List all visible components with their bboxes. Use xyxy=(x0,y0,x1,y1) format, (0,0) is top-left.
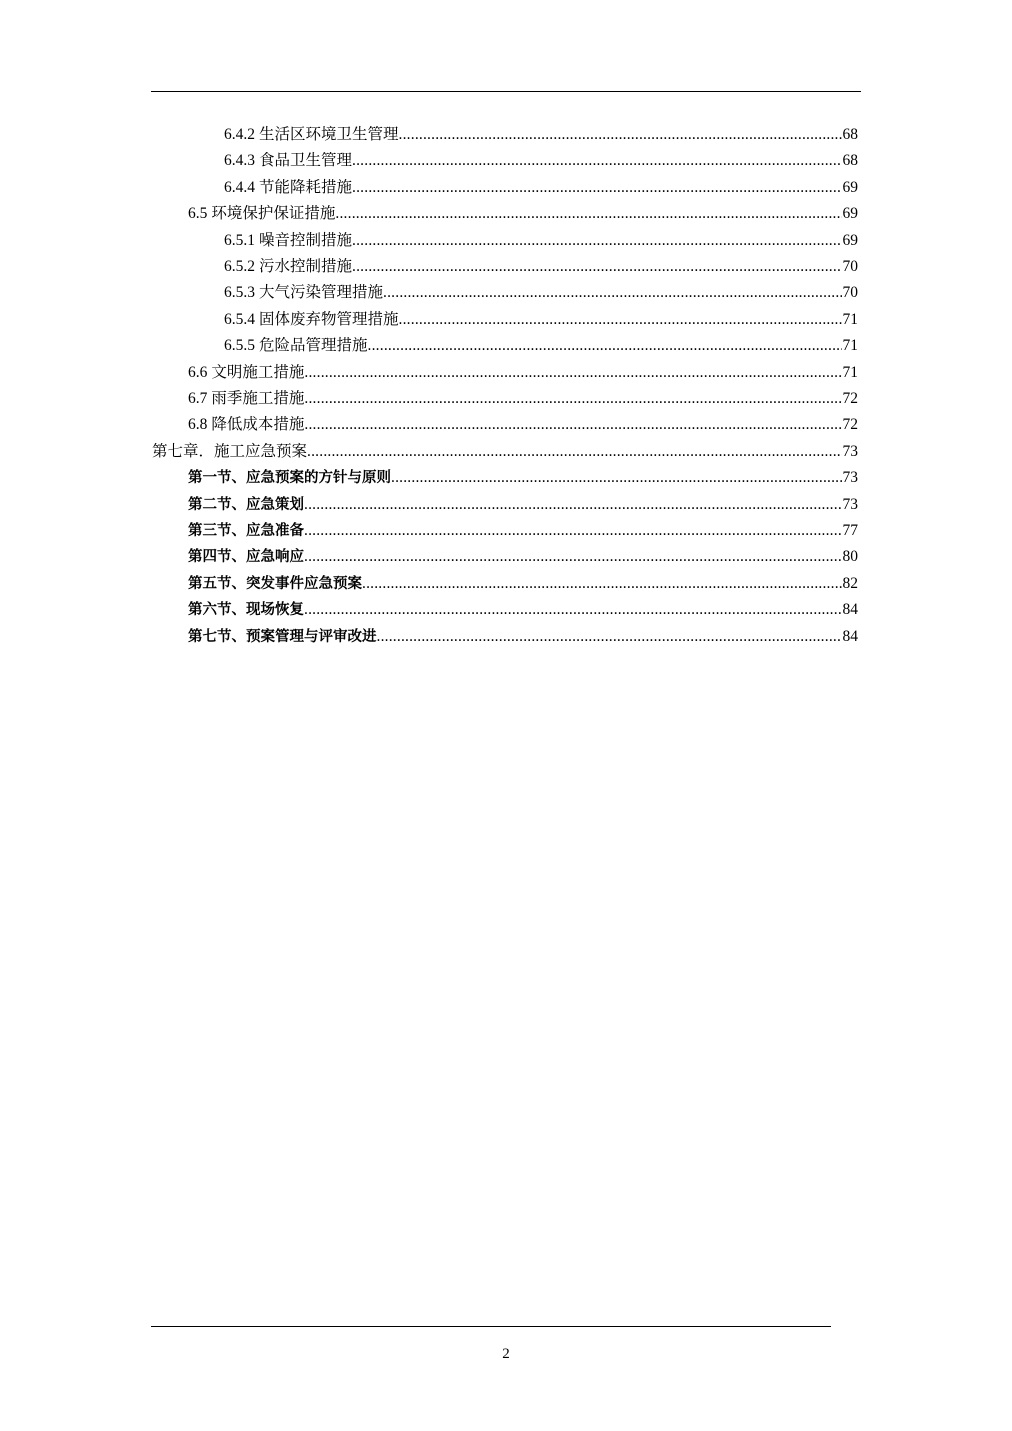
footer-rule xyxy=(151,1326,831,1327)
toc-entry[interactable] xyxy=(152,439,858,465)
toc-entry-page: 69 xyxy=(842,231,858,249)
toc-entry[interactable] xyxy=(224,228,858,254)
toc-entry-title: 大气污染管理措施 xyxy=(259,284,384,302)
toc-entry-title: 第七节、预案管理与评审改进 xyxy=(188,628,377,645)
toc-entry-number: 6.4.4 xyxy=(224,178,255,196)
toc-entry[interactable] xyxy=(224,307,858,333)
toc-entry-page: 71 xyxy=(842,363,858,381)
toc-entry-title: 固体废弃物管理措施 xyxy=(259,310,399,328)
toc-dot-leader xyxy=(352,254,841,280)
toc-entry-title: 节能降耗措施 xyxy=(259,178,353,196)
toc-entry-number: 6.6 xyxy=(188,363,208,381)
toc-entry[interactable] xyxy=(188,360,858,386)
toc-entry-title: 降低成本措施 xyxy=(211,416,305,434)
toc-entry-number: 6.5 xyxy=(188,205,208,223)
toc-entry-page: 68 xyxy=(842,126,858,143)
toc-entry-page: 73 xyxy=(842,495,858,513)
toc-dot-leader xyxy=(391,465,842,491)
toc-entry[interactable] xyxy=(224,333,858,359)
toc-dot-leader xyxy=(399,307,842,333)
toc-dot-leader xyxy=(304,597,842,623)
toc-dot-leader xyxy=(307,439,841,465)
toc-entry-page: 69 xyxy=(842,178,858,196)
toc-entry-page: 82 xyxy=(842,574,858,592)
toc-entry-title: 第四节、应急响应 xyxy=(188,549,304,566)
toc-entry[interactable] xyxy=(224,148,858,174)
toc-entry-page: 71 xyxy=(842,337,858,355)
toc-entry-page: 69 xyxy=(842,205,858,223)
toc-entry-title: 第五节、突发事件应急预案 xyxy=(188,575,362,592)
toc-entry-page: 80 xyxy=(842,548,858,566)
toc-entry-page: 71 xyxy=(842,310,858,328)
toc-dot-leader xyxy=(352,228,841,254)
toc-entry-number: 6.5.1 xyxy=(224,231,255,249)
toc-entry-page: 73 xyxy=(842,469,858,487)
toc-entry-page: 72 xyxy=(842,390,858,407)
toc-entry-title: 危险品管理措施 xyxy=(259,337,368,355)
toc-entry-number: 6.5.5 xyxy=(224,337,255,355)
toc-entry[interactable] xyxy=(224,175,858,201)
toc-entry[interactable] xyxy=(188,518,858,544)
toc-entry-title: 第六节、现场恢复 xyxy=(188,602,304,619)
toc-dot-leader xyxy=(304,412,841,438)
toc-entry[interactable] xyxy=(224,122,858,148)
toc-entry-title: 第七章．施工应急预案 xyxy=(152,442,308,460)
toc-entry-number: 6.5.3 xyxy=(224,284,255,302)
toc-entry[interactable] xyxy=(188,571,858,597)
toc-dot-leader xyxy=(352,148,841,174)
toc-dot-leader xyxy=(304,492,842,518)
toc-dot-leader xyxy=(383,280,841,306)
toc-entry[interactable] xyxy=(224,280,858,306)
toc-entry[interactable] xyxy=(188,386,858,412)
toc-dot-leader xyxy=(304,360,841,386)
toc-entry-number: 6.4.3 xyxy=(224,152,255,170)
toc-dot-leader xyxy=(352,175,841,201)
toc-entry[interactable] xyxy=(188,624,858,650)
toc-dot-leader xyxy=(399,122,842,148)
toc-entry-number: 6.5.4 xyxy=(224,310,255,328)
toc-entry-page: 72 xyxy=(842,416,858,434)
toc-dot-leader xyxy=(304,518,842,544)
toc-entry-number: 6.8 xyxy=(188,416,208,434)
toc-entry[interactable] xyxy=(188,412,858,438)
toc-entry-page: 70 xyxy=(842,258,858,275)
toc-entry-title: 生活区环境卫生管理 xyxy=(259,126,399,143)
toc-entry[interactable] xyxy=(188,597,858,623)
toc-entry-title: 第二节、应急策划 xyxy=(188,496,304,513)
toc-entry-title: 雨季施工措施 xyxy=(211,390,305,407)
toc-entry-number: 6.4.2 xyxy=(224,126,255,143)
toc-entry-title: 第三节、应急准备 xyxy=(188,523,304,539)
toc-entry-title: 污水控制措施 xyxy=(259,258,353,275)
toc-entry-number: 6.7 xyxy=(188,390,208,407)
toc-entry-title: 文明施工措施 xyxy=(211,363,305,381)
toc-entry-page: 70 xyxy=(842,284,858,302)
page-number: 2 xyxy=(502,1346,510,1362)
toc-dot-leader xyxy=(362,571,842,597)
header-rule xyxy=(151,91,861,92)
toc-entry-page: 84 xyxy=(842,601,858,619)
toc-dot-leader xyxy=(335,201,841,227)
toc-entry-number: 6.5.2 xyxy=(224,258,255,275)
toc-entry[interactable] xyxy=(188,544,858,570)
toc-entry[interactable] xyxy=(188,492,858,518)
toc-dot-leader xyxy=(377,624,842,650)
toc-entry[interactable] xyxy=(188,201,858,227)
toc-entry[interactable] xyxy=(188,465,858,491)
toc-entry-title: 食品卫生管理 xyxy=(259,152,353,170)
toc-entry-title: 噪音控制措施 xyxy=(259,231,353,249)
toc-entry-page: 68 xyxy=(842,152,858,170)
toc-dot-leader xyxy=(304,544,842,570)
toc-entry-page: 73 xyxy=(842,442,858,460)
toc-dot-leader xyxy=(304,386,841,412)
toc-entry-page: 77 xyxy=(842,522,858,539)
toc-entry-title: 第一节、应急预案的方针与原则 xyxy=(188,470,391,487)
toc-entry[interactable] xyxy=(224,254,858,280)
toc-entry-page: 84 xyxy=(842,627,858,645)
toc-entry-title: 环境保护保证措施 xyxy=(211,205,336,223)
toc-dot-leader xyxy=(368,333,842,359)
